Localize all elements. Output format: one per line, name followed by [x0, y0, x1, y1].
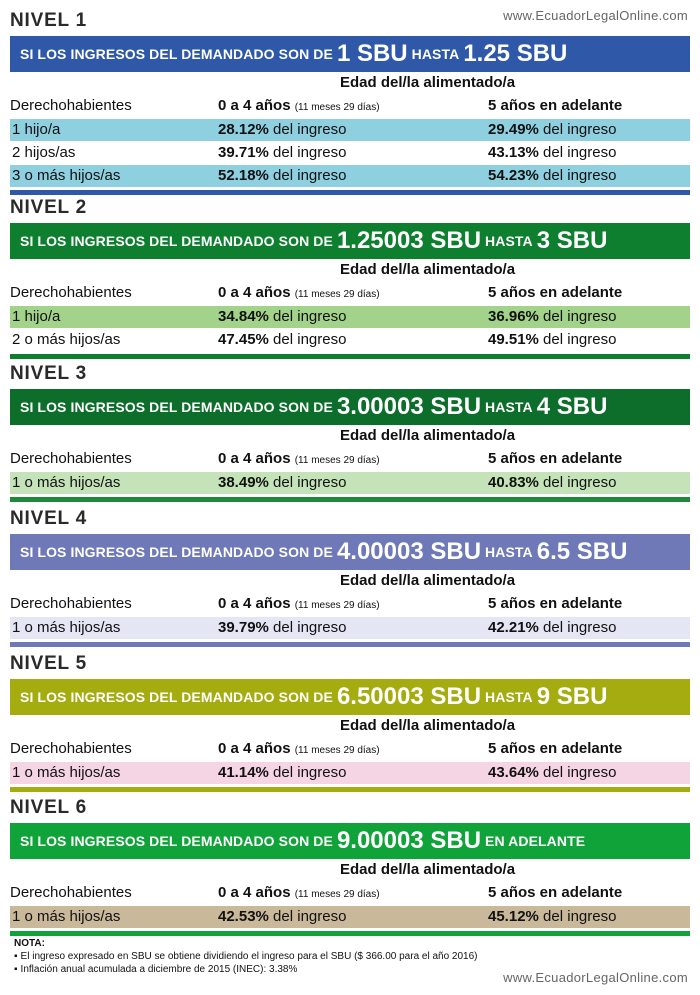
banner-mid: HASTA	[485, 544, 533, 560]
percent-value: 45.12%	[488, 908, 539, 925]
site-watermark-bottom: www.EcuadorLegalOnline.com	[503, 970, 688, 985]
banner-prefix: SI LOS INGRESOS DEL DEMANDADO SON DE	[20, 833, 333, 849]
percent-value: 29.49%	[488, 121, 539, 138]
banner-from: 4.00003 SBU	[336, 538, 482, 565]
header-derechohabientes: Derechohabientes	[10, 97, 132, 114]
table-row	[10, 329, 690, 351]
percent-suffix: del ingreso	[273, 121, 347, 138]
row-value-0-4	[218, 144, 346, 161]
header-0-4-anos	[218, 284, 380, 301]
row-label: 1 o más hijos/as	[12, 908, 121, 925]
percent-value: 42.53%	[218, 908, 269, 925]
percent-suffix: del ingreso	[273, 619, 347, 636]
row-value-5-mas	[488, 619, 616, 636]
row-value-5-mas	[488, 167, 616, 184]
percent-value: 42.21%	[488, 619, 539, 636]
header-0-4-note: (11 meses 29 días)	[294, 889, 380, 900]
row-label: 2 o más hijos/as	[12, 331, 121, 348]
nivel-title: NIVEL 6	[10, 797, 88, 818]
header-5-anos: 5 años en adelante	[488, 450, 623, 467]
nivel-banner	[10, 36, 690, 72]
table-row	[10, 762, 690, 784]
row-value-5-mas	[488, 144, 616, 161]
percent-suffix: del ingreso	[273, 764, 347, 781]
header-0-4-label: 0 a 4 años	[218, 884, 291, 901]
nota-item: ▪ El ingreso expresado en SBU se obtiene dividiendo el ingreso para el SBU ($ 366.00 para el año 2016)	[14, 951, 478, 962]
edad-label: Edad del/la alimentado/a	[340, 261, 516, 278]
percent-suffix: del ingreso	[543, 144, 617, 161]
row-value-0-4	[218, 474, 346, 491]
percent-suffix: del ingreso	[273, 167, 347, 184]
row-label: 1 o más hijos/as	[12, 619, 121, 636]
header-derechohabientes: Derechohabientes	[10, 450, 132, 467]
percent-suffix: del ingreso	[273, 331, 347, 348]
row-value-5-mas	[488, 764, 616, 781]
header-0-4-anos	[218, 595, 380, 612]
banner-mid: HASTA	[485, 399, 533, 415]
header-5-anos: 5 años en adelante	[488, 97, 623, 114]
nivel-banner	[10, 823, 690, 859]
percent-suffix: del ingreso	[543, 167, 617, 184]
nota-section	[14, 938, 478, 975]
section-rule	[10, 787, 690, 792]
section-rule	[10, 497, 690, 502]
header-derechohabientes: Derechohabientes	[10, 595, 132, 612]
percent-value: 47.45%	[218, 331, 269, 348]
percent-value: 49.51%	[488, 331, 539, 348]
banner-mid: HASTA	[485, 689, 533, 705]
row-label: 1 o más hijos/as	[12, 764, 121, 781]
row-label: 1 hijo/a	[12, 121, 61, 138]
nivel-banner	[10, 534, 690, 570]
section-rule	[10, 354, 690, 359]
header-5-anos: 5 años en adelante	[488, 884, 623, 901]
percent-value: 39.71%	[218, 144, 269, 161]
nivel-banner	[10, 223, 690, 259]
edad-label: Edad del/la alimentado/a	[340, 861, 516, 878]
row-label: 3 o más hijos/as	[12, 167, 121, 184]
header-0-4-label: 0 a 4 años	[218, 595, 291, 612]
percent-value: 52.18%	[218, 167, 269, 184]
nivel-title: NIVEL 1	[10, 10, 88, 31]
banner-from: 6.50003 SBU	[336, 683, 482, 710]
header-derechohabientes: Derechohabientes	[10, 884, 132, 901]
nota-title: NOTA:	[14, 938, 45, 949]
header-0-4-anos	[218, 740, 380, 757]
banner-prefix: SI LOS INGRESOS DEL DEMANDADO SON DE	[20, 689, 333, 705]
percent-value: 54.23%	[488, 167, 539, 184]
row-value-0-4	[218, 619, 346, 636]
table-row	[10, 306, 690, 328]
row-value-5-mas	[488, 121, 616, 138]
percent-suffix: del ingreso	[273, 144, 347, 161]
table-row	[10, 165, 690, 187]
banner-from: 9.00003 SBU	[336, 827, 482, 854]
header-0-4-note: (11 meses 29 días)	[294, 102, 380, 113]
table-row	[10, 119, 690, 141]
nivel-title: NIVEL 3	[10, 363, 88, 384]
banner-prefix: SI LOS INGRESOS DEL DEMANDADO SON DE	[20, 399, 333, 415]
header-derechohabientes: Derechohabientes	[10, 740, 132, 757]
table-row	[10, 617, 690, 639]
percent-value: 28.12%	[218, 121, 269, 138]
banner-prefix: SI LOS INGRESOS DEL DEMANDADO SON DE	[20, 233, 333, 249]
percent-value: 34.84%	[218, 308, 269, 325]
edad-label: Edad del/la alimentado/a	[340, 572, 516, 589]
banner-mid: HASTA	[411, 46, 460, 62]
percent-value: 39.79%	[218, 619, 269, 636]
section-rule	[10, 642, 690, 647]
header-0-4-anos	[218, 97, 380, 114]
banner-to: 6.5 SBU	[536, 538, 628, 565]
header-0-4-note: (11 meses 29 días)	[294, 600, 380, 611]
section-rule	[10, 931, 690, 936]
percent-value: 36.96%	[488, 308, 539, 325]
edad-label: Edad del/la alimentado/a	[340, 717, 516, 734]
percent-suffix: del ingreso	[543, 619, 617, 636]
row-value-5-mas	[488, 474, 616, 491]
banner-from: 1 SBU	[336, 40, 408, 67]
edad-label: Edad del/la alimentado/a	[340, 427, 516, 444]
header-0-4-anos	[218, 450, 380, 467]
nivel-title: NIVEL 5	[10, 653, 88, 674]
nivel-banner	[10, 679, 690, 715]
header-0-4-note: (11 meses 29 días)	[294, 289, 380, 300]
header-5-anos: 5 años en adelante	[488, 740, 623, 757]
percent-suffix: del ingreso	[273, 474, 347, 491]
table-row	[10, 142, 690, 164]
banner-from: 3.00003 SBU	[336, 393, 482, 420]
row-value-0-4	[218, 167, 346, 184]
row-value-0-4	[218, 908, 346, 925]
percent-suffix: del ingreso	[543, 908, 617, 925]
site-watermark-top: www.EcuadorLegalOnline.com	[503, 8, 688, 23]
nivel-title: NIVEL 2	[10, 197, 88, 218]
percent-suffix: del ingreso	[543, 474, 617, 491]
banner-mid: HASTA	[485, 233, 533, 249]
banner-mid: EN ADELANTE	[485, 833, 586, 849]
table-row	[10, 906, 690, 928]
header-0-4-note: (11 meses 29 días)	[294, 745, 380, 756]
header-0-4-anos	[218, 884, 380, 901]
row-value-0-4	[218, 764, 346, 781]
row-value-5-mas	[488, 331, 616, 348]
percent-value: 38.49%	[218, 474, 269, 491]
header-0-4-note: (11 meses 29 días)	[294, 455, 380, 466]
nivel-banner	[10, 389, 690, 425]
banner-prefix: SI LOS INGRESOS DEL DEMANDADO SON DE	[20, 544, 333, 560]
row-value-0-4	[218, 121, 346, 138]
section-rule	[10, 190, 690, 195]
banner-prefix: SI LOS INGRESOS DEL DEMANDADO SON DE	[20, 46, 333, 62]
edad-label: Edad del/la alimentado/a	[340, 74, 516, 91]
header-derechohabientes: Derechohabientes	[10, 284, 132, 301]
banner-to: 3 SBU	[536, 227, 608, 254]
banner-to: 1.25 SBU	[463, 40, 568, 67]
percent-suffix: del ingreso	[273, 908, 347, 925]
nivel-title: NIVEL 4	[10, 508, 88, 529]
percent-value: 43.64%	[488, 764, 539, 781]
header-0-4-label: 0 a 4 años	[218, 450, 291, 467]
row-label: 1 hijo/a	[12, 308, 61, 325]
banner-to: 4 SBU	[536, 393, 608, 420]
header-0-4-label: 0 a 4 años	[218, 97, 291, 114]
row-label: 1 o más hijos/as	[12, 474, 121, 491]
percent-value: 43.13%	[488, 144, 539, 161]
percent-value: 40.83%	[488, 474, 539, 491]
percent-suffix: del ingreso	[543, 764, 617, 781]
percent-value: 41.14%	[218, 764, 269, 781]
percent-suffix: del ingreso	[543, 121, 617, 138]
row-value-5-mas	[488, 308, 616, 325]
banner-to: 9 SBU	[536, 683, 608, 710]
percent-suffix: del ingreso	[273, 308, 347, 325]
header-5-anos: 5 años en adelante	[488, 595, 623, 612]
banner-from: 1.25003 SBU	[336, 227, 482, 254]
header-0-4-label: 0 a 4 años	[218, 284, 291, 301]
row-value-5-mas	[488, 908, 616, 925]
header-5-anos: 5 años en adelante	[488, 284, 623, 301]
row-value-0-4	[218, 308, 346, 325]
header-0-4-label: 0 a 4 años	[218, 740, 291, 757]
percent-suffix: del ingreso	[543, 331, 617, 348]
percent-suffix: del ingreso	[543, 308, 617, 325]
row-value-0-4	[218, 331, 346, 348]
table-row	[10, 472, 690, 494]
nota-item: ▪ Inflación anual acumulada a diciembre de 2015 (INEC): 3.38%	[14, 964, 478, 975]
row-label: 2 hijos/as	[12, 144, 76, 161]
